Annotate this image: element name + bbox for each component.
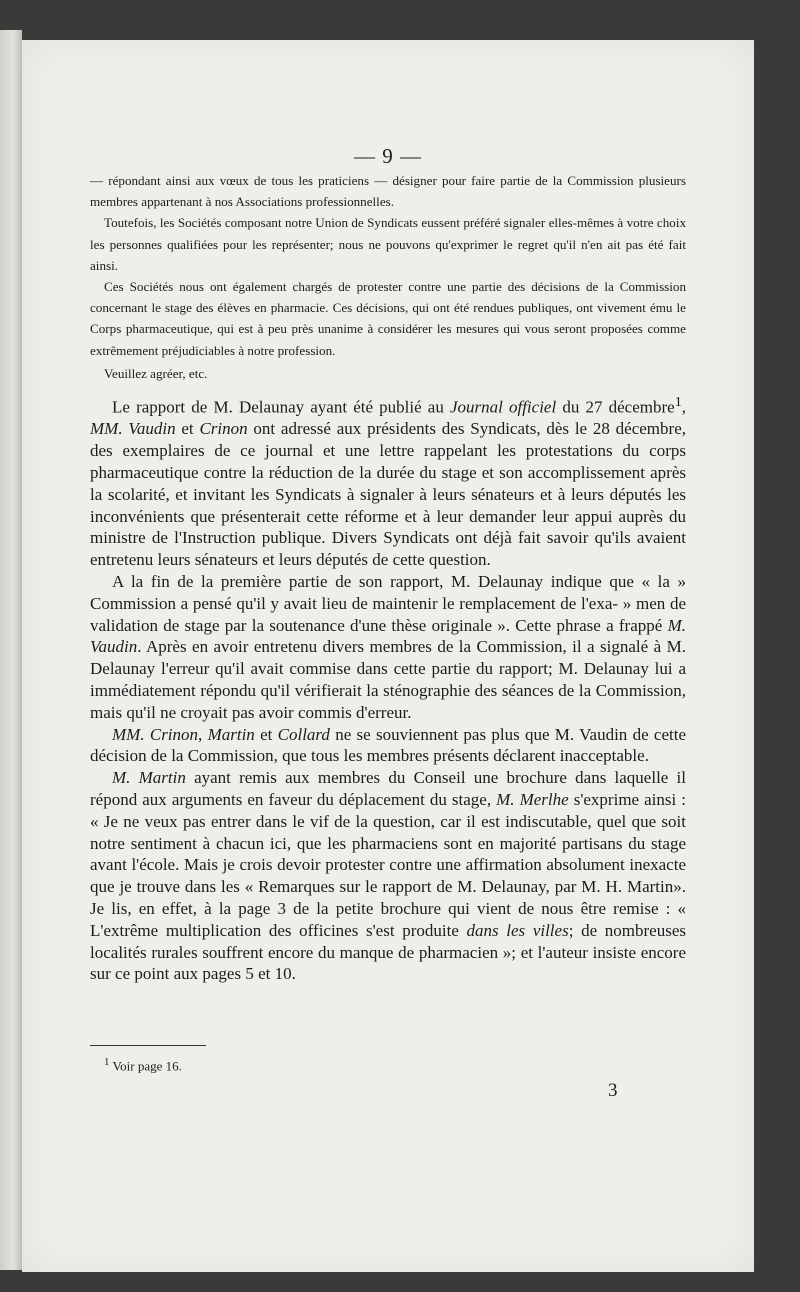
letter-closing: Veuillez agréer, etc. xyxy=(104,365,208,381)
letter-excerpt xyxy=(90,170,686,384)
letter-paragraph: Ces Sociétés nous ont également chargés de protester contre une partie des décisions de la Commission concernant le stage des élèves en pharmacie. Ces décisions, qui ont été rendues publiques, ont vivement ému le Corps pharmaceutique, qui est à peu près unanime à considérer les mesures qui vous seront proposées comme extrêmement préjudiciables à notre profession. xyxy=(90,279,686,358)
footnote-divider xyxy=(90,1045,206,1046)
signature-mark: 3 xyxy=(608,1080,618,1101)
body-paragraph: A la fin de la première partie de son rapport, M. Delaunay indique que « la » Commission a pensé qu'il y avait lieu de maintenir le remplacement de l'exa- » men de validation de stage par la soutenance d'une thèse originale ». Cette phrase a frappé M. Vaudin. Après en avoir entretenu divers membres de la Commission, il a signalé à M. Delaunay l'erreur qu'il avait commise dans cette partie du rapport; M. Delaunay lui a immédiatement répondu qu'il vérifierait la sténographie des séances de la Commission, mais qu'il ne croyait pas avoir commis d'erreur. xyxy=(90,572,686,722)
document-page xyxy=(22,40,754,1272)
letter-paragraph: Toutefois, les Sociétés composant notre Union de Syndicats eussent préféré signaler elles-mêmes à votre choix les personnes qualifiées pour les représenter; nous ne pouvons qu'exprimer le regret qu'il n'en ait pas été fait ainsi. xyxy=(90,215,686,273)
footnote: $^1$ Voir page 16. xyxy=(104,1056,182,1074)
body-paragraph: M. Martin ayant remis aux membres du Conseil une brochure dans laquelle il répond aux arguments en faveur du déplacement du stage, M. Merlhe s'exprime ainsi : « Je ne veux pas entrer dans le vif de la question, car il est indiscutable, quel que soit notre sentiment à chacun ici, que les pharmaciens sont en majorité partisans du stage avant l'école. Mais je crois devoir protester contre une affirmation absolument inexacte que je trouve dans les « Remarques sur le rapport de M. Delaunay, par M. H. Martin». Je lis, en effet, à la page 3 de la petite brochure qui vient de nous être remise : « L'extrême multiplication des officines s'est produite dans les villes; de nombreuses localités rurales souffrent encore du manque de pharmacien »; et l'auteur insiste encore sur ce point aux pages 5 et 10. xyxy=(90,768,686,984)
letter-paragraph: — répondant ainsi aux vœux de tous les praticiens — désigner pour faire partie de la Commission plusieurs membres appartenant à nos Associations professionnelles. xyxy=(90,173,686,210)
body-paragraph: Le rapport de M. Delaunay ayant été publié au Journal officiel du 27 décembre$^1$, MM. Vaudin et Crinon ont adressé aux présidents des Syndicats, dès le 28 décembre, des exemplaires de ce journal et une lettre rappelant les protestations du corps pharmaceutique contre la réduction de la durée du stage et son accomplissement après la scolarité, et invitant les Syndicats à signaler à leurs sénateurs et à leurs députés les inconvénients que présenterait cette réforme et à leur demander leur appui auprès du ministre de l'Instruction publique. Divers Syndicats ont déjà fait savoir qu'ils avaient entretenu leurs sénateurs et leurs députés de cette question. xyxy=(90,394,687,570)
main-text xyxy=(90,392,686,985)
page-number: — 9 — xyxy=(354,144,422,168)
footnote-ref: 1 xyxy=(674,394,682,410)
page-edge xyxy=(0,30,22,1270)
body-paragraph: MM. Crinon, Martin et Collard ne se souviennent pas plus que M. Vaudin de cette décision de la Commission, que tous les membres présents déclarent inacceptable. xyxy=(90,724,686,766)
